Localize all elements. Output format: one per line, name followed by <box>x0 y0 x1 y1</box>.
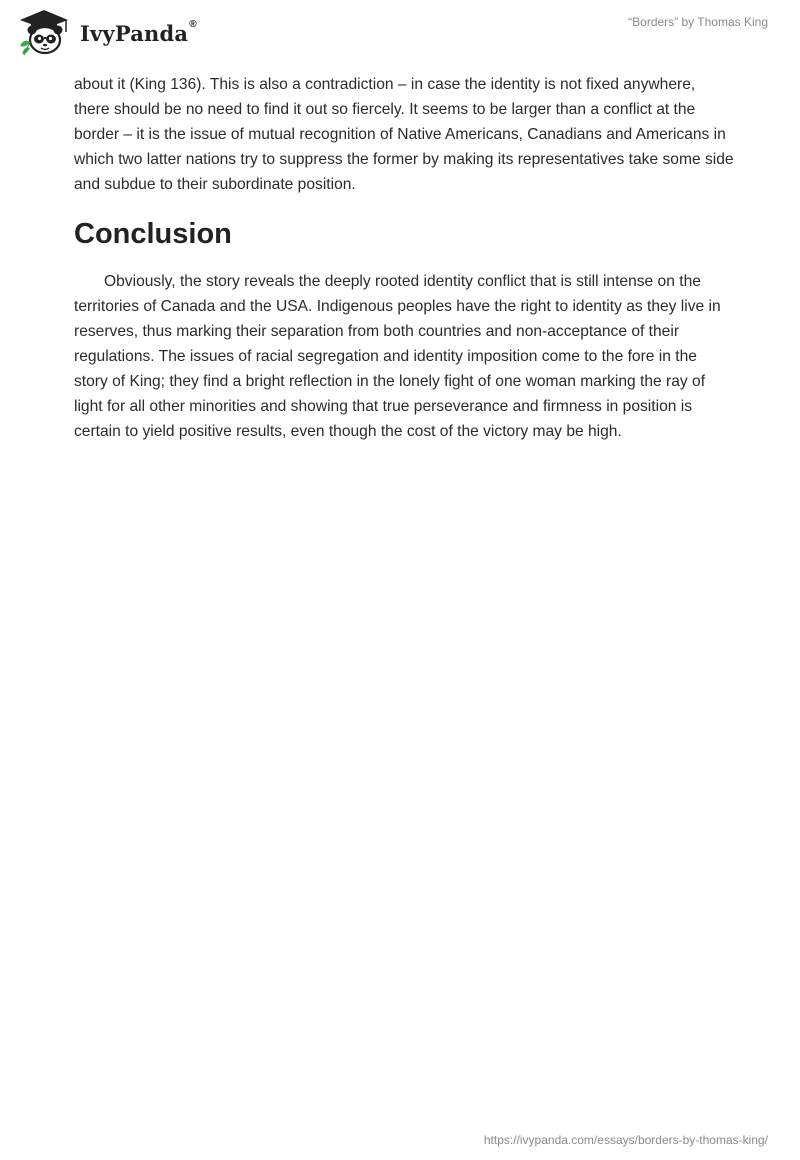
page-header <box>0 0 800 64</box>
section-heading-conclusion: Conclusion <box>74 218 232 250</box>
source-url[interactable]: https://ivypanda.com/essays/borders-by-thomas-king/ <box>483 1133 768 1147</box>
paragraph-continued: about it (King 136). This is also a contradiction – in case the identity is not fixed anywhere, there should be no need to find it out so fiercely. It seems to be larger than a conflict at the border – it is the issue of mutual recognition of Native Americans, Canadians and Americans in which two latter nations try to suppress the former by making its representatives take some side and subdue to their subordinate position. <box>74 76 734 193</box>
essay-content <box>74 72 734 444</box>
panda-graduate-icon <box>14 8 74 56</box>
logo[interactable] <box>14 8 197 56</box>
brand-name: IvyPanda® <box>80 18 197 46</box>
paragraph-conclusion: Obviously, the story reveals the deeply rooted identity conflict that is still intense on the territories of Canada and the USA. Indigenous peoples have the right to identity as they live in reserves, thus marking their separation from both countries and non-acceptance of their regulations. The issues of racial segregation and identity imposition come to the fore in the story of King; they find a bright reflection in the lonely fight of one woman marking the ray of light for all other minorities and showing that true perseverance and firmness in position is certain to yield positive results, even though the cost of the victory may be high. <box>74 273 721 440</box>
document-title: “Borders” by Thomas King <box>628 15 768 29</box>
